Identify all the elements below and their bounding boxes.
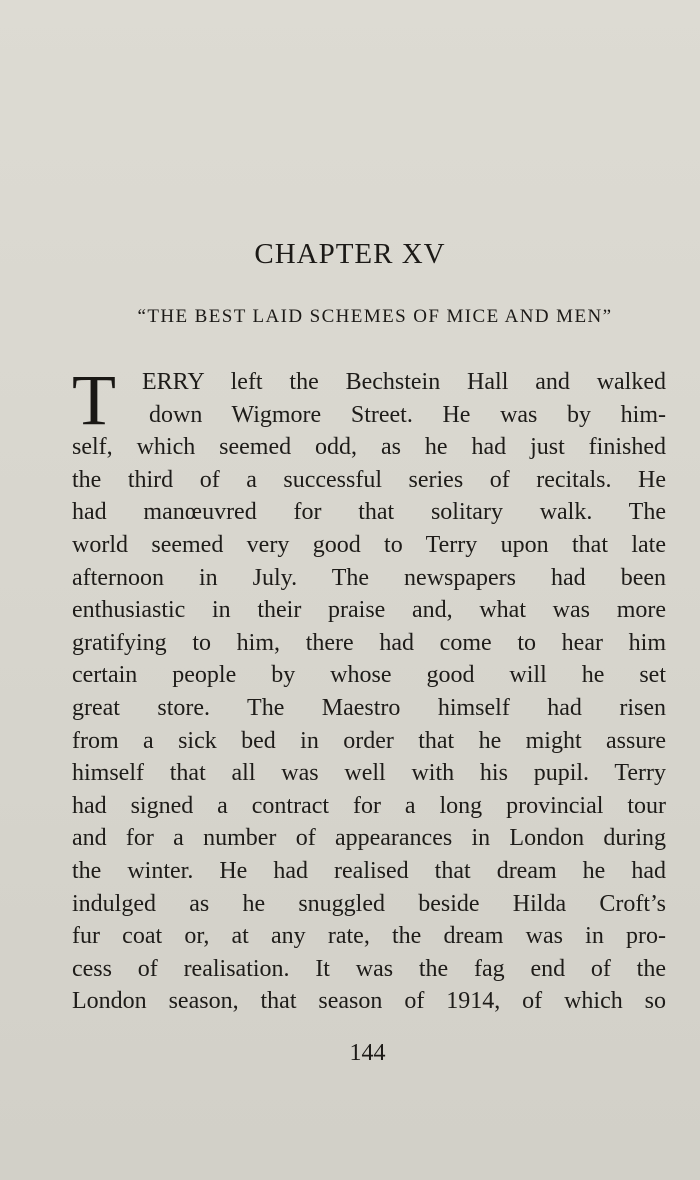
text-line: London season, that season of 1914, of which so	[72, 988, 666, 1015]
chapter-subtitle: “THE BEST LAID SCHEMES OF MICE AND MEN”	[137, 306, 613, 327]
text-line: enthusiastic in their praise and, what was more	[72, 597, 666, 624]
page-number: 144	[349, 1040, 386, 1066]
text-line: great store. The Maestro himself had risen	[72, 694, 666, 721]
text-line: self, which seemed odd, as he had just finished	[72, 434, 666, 461]
text-line: the winter. He had realised that dream he had	[72, 857, 666, 884]
text-line: himself that all was well with his pupil. Terry	[72, 760, 666, 787]
text-line: afternoon in July. The newspapers had been	[72, 564, 666, 591]
text-line: the third of a successful series of recitals. He	[72, 466, 666, 493]
text-line: had signed a contract for a long provincial tour	[72, 792, 666, 819]
text-line: down Wigmore Street. He was by him-	[149, 401, 666, 428]
text-line: from a sick bed in order that he might assure	[72, 727, 666, 754]
drop-cap: T	[72, 360, 116, 440]
text-line: cess of realisation. It was the fag end of the	[72, 955, 666, 982]
text-line: fur coat or, at any rate, the dream was in pro-	[72, 923, 666, 950]
body-text	[72, 360, 666, 1018]
text-line: certain people by whose good will he set	[72, 662, 666, 689]
text-line: gratifying to him, there had come to hear him	[72, 629, 666, 656]
text-line: indulged as he snuggled beside Hilda Croft’s	[72, 890, 666, 917]
text-line: and for a number of appearances in London during	[72, 825, 666, 852]
text-line: ERRY left the Bechstein Hall and walked	[142, 369, 666, 395]
chapter-title: CHAPTER XV	[254, 238, 446, 270]
text-line: had manœuvred for that solitary walk. The	[72, 499, 666, 526]
text-line: world seemed very good to Terry upon that late	[72, 531, 666, 558]
